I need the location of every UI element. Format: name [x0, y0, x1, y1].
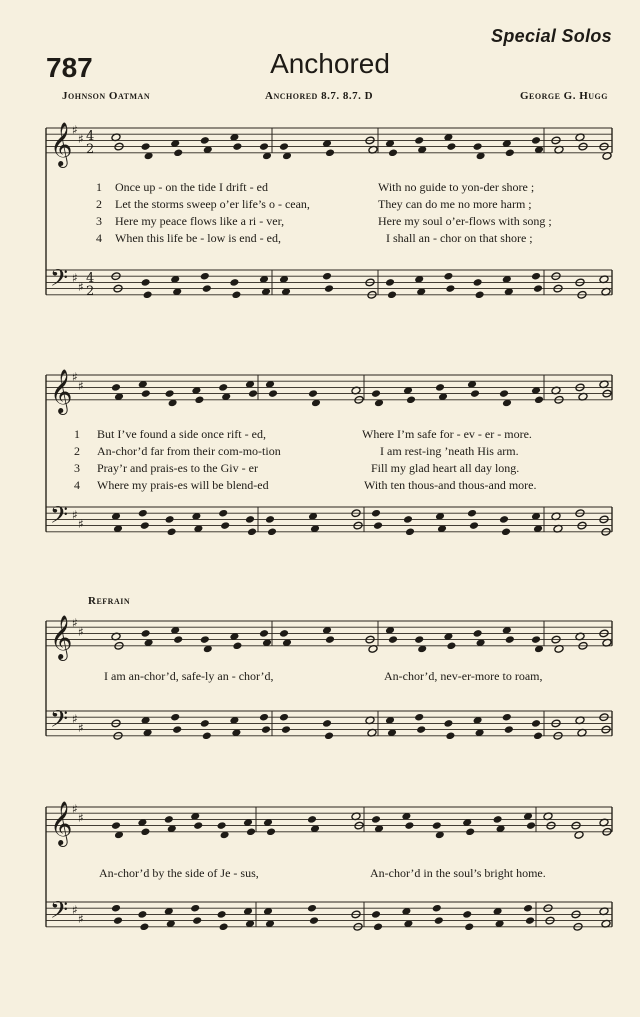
clef-glyph: ♯	[72, 802, 78, 816]
note-head	[443, 719, 453, 728]
note-head	[259, 713, 269, 722]
note-head	[526, 821, 536, 830]
verse-text-right: I am rest-ing ’neath His arm.	[380, 444, 519, 458]
clef-glyph: ♯	[78, 721, 84, 735]
clef-glyph: ♯	[78, 912, 84, 926]
note-head	[268, 389, 278, 398]
note-head	[533, 284, 543, 293]
verse-text-left: Pray’r and prais-es to the Giv - er	[97, 461, 258, 475]
note-head	[141, 389, 151, 398]
verse-number: 2	[96, 197, 102, 211]
note-head	[167, 527, 177, 536]
clef-glyph: ♯	[72, 903, 78, 917]
note-head	[405, 527, 415, 536]
clef-glyph: 2	[86, 284, 95, 299]
note-head	[141, 629, 151, 638]
clef-glyph: ♯	[72, 712, 78, 726]
note-head	[140, 521, 150, 530]
clef-glyph: ♯	[78, 379, 84, 393]
verse-text-left: Where my prais-es will be blend-ed	[97, 478, 269, 492]
verse-text-left: But I’ve found a side once rift - ed,	[97, 427, 266, 441]
note-head	[229, 278, 239, 287]
note-head	[141, 142, 151, 151]
note-head	[217, 821, 227, 830]
note-head	[531, 272, 541, 281]
verse-line	[0, 444, 640, 461]
verse-text-right: With no guide to yon-der shore ;	[378, 180, 535, 194]
note-head	[465, 827, 475, 836]
verse-text-right: Here my soul o’er-flows with song ;	[378, 214, 552, 228]
note-head	[325, 148, 335, 157]
note-head	[387, 290, 397, 299]
verse-line	[0, 214, 640, 231]
note-head	[170, 713, 180, 722]
note-head	[473, 278, 483, 287]
verse-text-right: Where I’m safe for - ev - er - more.	[362, 427, 532, 441]
verse-text-left: An-chor’d far from their com-mo-tion	[97, 444, 281, 458]
note-head	[259, 629, 269, 638]
note-head	[194, 395, 204, 404]
note-head	[499, 515, 509, 524]
verse-number: 1	[74, 427, 80, 441]
verse-text-right: Fill my glad heart all day long.	[371, 461, 520, 475]
note-head	[279, 142, 289, 151]
note-head	[138, 509, 148, 518]
note-head	[265, 515, 275, 524]
note-head	[165, 389, 175, 398]
note-head	[231, 290, 241, 299]
note-head	[307, 904, 317, 913]
verse-number: 3	[96, 214, 102, 228]
note-head	[281, 725, 291, 734]
note-head	[165, 515, 175, 524]
note-head	[505, 635, 515, 644]
verse-text-left: When this life be - low is end - ed,	[115, 231, 281, 245]
note-head	[403, 515, 413, 524]
note-head	[137, 910, 147, 919]
note-head	[435, 383, 445, 392]
system1-verses	[0, 180, 640, 248]
note-head	[259, 142, 269, 151]
note-head	[246, 827, 256, 836]
note-head	[325, 635, 335, 644]
note-head	[261, 725, 271, 734]
verse-number: 2	[74, 444, 80, 458]
note-head	[139, 922, 149, 931]
note-head	[531, 136, 541, 145]
note-head	[373, 922, 383, 931]
note-head	[192, 916, 202, 925]
note-head	[200, 719, 210, 728]
clef-glyph: 𝄢	[50, 264, 69, 297]
note-head	[202, 731, 212, 740]
system2-verses	[0, 427, 640, 495]
note-head	[385, 278, 395, 287]
note-head	[434, 916, 444, 925]
note-head	[388, 635, 398, 644]
note-head	[200, 136, 210, 145]
verse-text-right: With ten thous-and thous-and more.	[364, 478, 537, 492]
note-head	[414, 713, 424, 722]
verse-line	[0, 461, 640, 478]
note-head	[164, 815, 174, 824]
note-head	[416, 725, 426, 734]
note-head	[388, 148, 398, 157]
tune-meter: Anchored 8.7. 8.7. D	[265, 90, 374, 102]
section-label: Special Solos	[491, 26, 612, 46]
note-head	[371, 910, 381, 919]
note-head	[219, 922, 229, 931]
note-head	[322, 272, 332, 281]
note-head	[467, 509, 477, 518]
note-head	[307, 815, 317, 824]
note-head	[406, 395, 416, 404]
note-head	[218, 509, 228, 518]
note-head	[308, 389, 318, 398]
refrain-lyric-left: An-chor’d by the side of Je - sus,	[99, 866, 259, 880]
note-head	[533, 731, 543, 740]
note-head	[190, 904, 200, 913]
note-head	[371, 815, 381, 824]
note-head	[501, 527, 511, 536]
clef-glyph: 4	[86, 271, 95, 286]
clef-glyph: ♯	[78, 625, 84, 639]
clef-glyph: ♯	[72, 123, 78, 137]
note-head	[432, 821, 442, 830]
verse-line	[0, 478, 640, 495]
clef-glyph: ♯	[72, 616, 78, 630]
clef-glyph: 2	[86, 142, 95, 157]
note-head	[493, 815, 503, 824]
note-head	[200, 635, 210, 644]
note-head	[445, 284, 455, 293]
verse-text-right: I shall an - chor on that shore ;	[386, 231, 533, 245]
clef-glyph: 4	[86, 129, 95, 144]
note-head	[525, 916, 535, 925]
clef-glyph: ♯	[72, 370, 78, 384]
clef-glyph: 𝄞	[50, 801, 73, 845]
note-head	[371, 509, 381, 518]
note-head	[534, 395, 544, 404]
note-head	[220, 521, 230, 530]
note-head	[432, 904, 442, 913]
note-head	[473, 629, 483, 638]
note-head	[266, 827, 276, 836]
verse-text-left: Let the storms sweep o’er life’s o - cean,	[115, 197, 310, 211]
clef-glyph: ♯	[78, 517, 84, 531]
note-head	[443, 272, 453, 281]
clef-glyph: 𝄢	[50, 705, 69, 738]
composer-credit: George G. Hugg	[519, 90, 608, 102]
note-head	[173, 148, 183, 157]
note-head	[111, 383, 121, 392]
note-head	[499, 389, 509, 398]
verse-number: 4	[96, 231, 102, 245]
note-head	[232, 142, 242, 151]
note-head	[200, 272, 210, 281]
note-head	[475, 290, 485, 299]
clef-glyph: ♯	[72, 271, 78, 285]
clef-glyph: 𝄞	[50, 122, 73, 166]
verse-line	[0, 427, 640, 444]
verse-number: 3	[74, 461, 80, 475]
note-head	[172, 725, 182, 734]
note-head	[267, 527, 277, 536]
note-head	[371, 389, 381, 398]
refrain-label: Refrain	[88, 595, 131, 607]
note-head	[173, 635, 183, 644]
verse-line	[0, 180, 640, 197]
refrain-lyric-left: I am an-chor’d, safe-ly an - chor’d,	[104, 669, 274, 683]
note-head	[324, 284, 334, 293]
clef-glyph: ♯	[72, 508, 78, 522]
note-head	[279, 629, 289, 638]
refrain-lyric-right: An-chor’d in the soul’s bright home.	[370, 866, 546, 880]
clef-glyph: 𝄞	[50, 369, 73, 413]
verse-text-left: Once up - on the tide I drift - ed	[115, 180, 268, 194]
note-head	[247, 527, 257, 536]
note-head	[445, 731, 455, 740]
note-head	[404, 821, 414, 830]
clef-glyph: 𝄞	[50, 615, 73, 659]
note-head	[309, 916, 319, 925]
note-head	[248, 389, 258, 398]
note-head	[143, 290, 153, 299]
note-head	[531, 635, 541, 644]
note-head	[141, 278, 151, 287]
note-head	[217, 910, 227, 919]
hymn-number: 787	[46, 52, 93, 83]
note-head	[470, 389, 480, 398]
note-head	[140, 827, 150, 836]
note-head	[505, 148, 515, 157]
note-head	[245, 515, 255, 524]
note-head	[232, 641, 242, 650]
note-head	[414, 136, 424, 145]
clef-glyph: ♯	[78, 811, 84, 825]
note-head	[414, 635, 424, 644]
clef-glyph: ♯	[78, 132, 84, 146]
clef-glyph: 𝄢	[50, 896, 69, 929]
note-head	[531, 719, 541, 728]
note-head	[469, 521, 479, 530]
note-head	[502, 713, 512, 722]
note-head	[279, 713, 289, 722]
verse-line	[0, 231, 640, 248]
verse-number: 1	[96, 180, 102, 194]
note-head	[473, 142, 483, 151]
note-head	[111, 821, 121, 830]
note-head	[193, 821, 203, 830]
note-head	[523, 904, 533, 913]
refrain-lyric-right: An-chor’d, nev-er-more to roam,	[384, 669, 543, 683]
author-credit: Johnson Oatman	[62, 90, 151, 102]
verse-text-right: They can do me no more harm ;	[378, 197, 532, 211]
note-head	[324, 731, 334, 740]
note-head	[462, 910, 472, 919]
clef-glyph: ♯	[78, 280, 84, 294]
hymn-title: Anchored	[270, 48, 390, 79]
note-head	[373, 521, 383, 530]
note-head	[322, 719, 332, 728]
verse-line	[0, 197, 640, 214]
clef-glyph: 𝄢	[50, 501, 69, 534]
note-head	[446, 142, 456, 151]
note-head	[446, 641, 456, 650]
note-head	[111, 904, 121, 913]
note-head	[113, 916, 123, 925]
note-head	[202, 284, 212, 293]
verse-text-left: Here my peace flows like a ri - ver,	[115, 214, 285, 228]
verse-number: 4	[74, 478, 80, 492]
note-head	[464, 922, 474, 931]
note-head	[218, 383, 228, 392]
note-head	[504, 725, 514, 734]
